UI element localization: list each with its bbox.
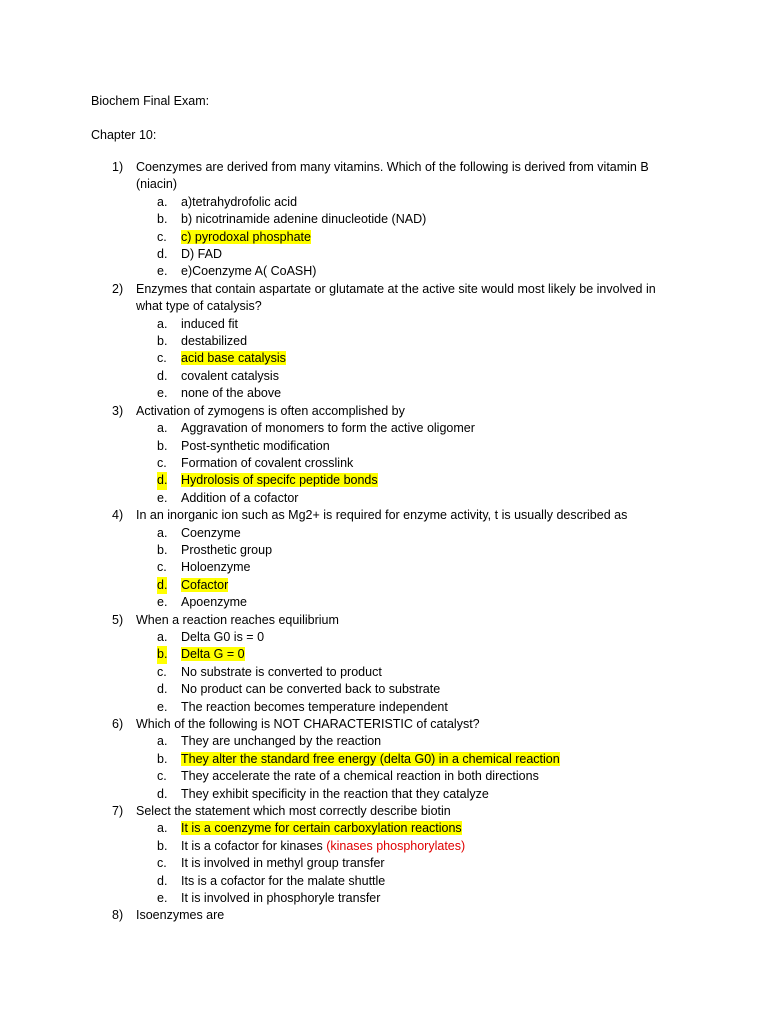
option-d: d. Its is a cofactor for the malate shuttle (157, 873, 386, 888)
question-number: 8) (112, 908, 124, 923)
option-text: covalent catalysis (181, 368, 279, 383)
option-text: Apoenzyme (181, 595, 248, 610)
question-number: 5) (112, 612, 124, 627)
question-text: Which of the following is NOT CHARACTERISTIC of catalyst? (136, 717, 480, 731)
option-a: a. induced fit (157, 316, 238, 331)
question-6 (0, 716, 768, 803)
red-note: (kinases phosphorylates) (326, 838, 466, 853)
option-text: They are unchanged by the reaction (181, 734, 382, 749)
option-e: e. The reaction becomes temperature independent (157, 699, 448, 714)
option-text: It is involved in methyl group transfer (181, 856, 385, 871)
option-b: b. Delta G = 0 (0, 646, 768, 663)
question-number: 2) (112, 281, 124, 296)
option-a: a. Aggravation of monomers to form the active oligomer (157, 421, 475, 436)
chapter-heading: Chapter 10: (91, 128, 157, 142)
highlighted-answer: Delta G = 0 (181, 647, 245, 662)
option-text: Coenzyme (181, 525, 241, 540)
option-c: c. No substrate is converted to product (157, 664, 382, 679)
highlighted-answer: They alter the standard free energy (delta G0) in a chemical reaction (181, 751, 560, 766)
question-text: Select the statement which most correctly describe biotin (136, 804, 451, 819)
option-text: It is a cofactor for kinases (181, 838, 327, 853)
option-b: b. Post-synthetic modification (157, 438, 330, 453)
document-title: Biochem Final Exam: (91, 94, 210, 108)
option-c: c. It is involved in methyl group transfer (157, 856, 385, 871)
option-d: d. covalent catalysis (157, 368, 279, 383)
option-text: Aggravation of monomers to form the active oligomer (181, 421, 475, 436)
question-2 (0, 281, 768, 403)
option-text: No substrate is converted to product (181, 664, 382, 679)
option-e: e. Addition of a cofactor (157, 490, 299, 505)
question-text: When a reaction reaches equilibrium (136, 612, 339, 627)
option-a: a. a)tetrahydrofolic acid (157, 194, 298, 209)
option-c: c. Formation of covalent crosslink (157, 455, 354, 470)
option-b: b. destabilized (157, 334, 248, 349)
option-text: Post-synthetic modification (181, 438, 330, 453)
option-b: b. It is a cofactor for kinases (kinases phosphorylates) (157, 838, 466, 853)
option-text: destabilized (181, 334, 248, 349)
highlighted-answer: Cofactor (181, 577, 229, 592)
option-text: D) FAD (181, 247, 222, 262)
option-text: No product can be converted back to substrate (181, 682, 441, 697)
question-8 (0, 907, 768, 924)
option-text: Addition of a cofactor (181, 490, 299, 505)
option-text: Prosthetic group (181, 542, 273, 557)
question-text: Coenzymes are derived from many vitamins. Which of the following is derived from vitamin B (niacin) (136, 160, 649, 192)
option-b: b. They alter the standard free energy (delta G0) in a chemical reaction (157, 751, 560, 766)
option-a: a. Delta G0 is = 0 (157, 629, 265, 644)
highlighted-answer: It is a coenzyme for certain carboxylation reactions (181, 821, 462, 836)
question-number: 4) (112, 508, 124, 523)
option-text: Holoenzyme (181, 560, 251, 575)
option-c: c. acid base catalysis (157, 351, 286, 366)
question-number: 7) (112, 804, 124, 819)
option-e: e. It is involved in phosphoryle transfer (157, 891, 381, 906)
question-5 (0, 612, 768, 716)
question-1 (0, 159, 768, 281)
question-list (0, 159, 768, 925)
option-c: c. c) pyrodoxal phosphate (157, 229, 311, 244)
highlighted-answer: c) pyrodoxal phosphate (181, 229, 311, 244)
option-c: c. Holoenzyme (157, 560, 251, 575)
option-d: d. No product can be converted back to substrate (157, 682, 441, 697)
question-4 (0, 507, 768, 611)
option-text: none of the above (181, 386, 282, 401)
option-c: c. They accelerate the rate of a chemical reaction in both directions (157, 769, 539, 784)
question-text: Isoenzymes are (136, 908, 225, 923)
question-text: In an inorganic ion such as Mg2+ is required for enzyme activity, t is usually described as (136, 508, 628, 523)
option-text: a)tetrahydrofolic acid (181, 194, 298, 209)
option-text: They accelerate the rate of a chemical reaction in both directions (181, 769, 539, 784)
highlighted-answer: acid base catalysis (181, 351, 286, 366)
option-a: a. Coenzyme (157, 525, 241, 540)
option-text: It is involved in phosphoryle transfer (181, 891, 381, 906)
option-a: a. It is a coenzyme for certain carboxylation reactions (157, 821, 462, 836)
option-e: e. e)Coenzyme A( CoASH) (157, 264, 317, 279)
question-number: 3) (112, 403, 124, 418)
option-text: Formation of covalent crosslink (181, 455, 354, 470)
option-b: b. b) nicotrinamide adenine dinucleotide (NAD) (157, 212, 427, 227)
question-number: 1) (112, 160, 124, 174)
option-text: b) nicotrinamide adenine dinucleotide (NAD) (181, 212, 427, 227)
option-e: e. Apoenzyme (157, 595, 248, 610)
question-3 (0, 403, 768, 507)
option-a: a. They are unchanged by the reaction (157, 734, 382, 749)
option-d: d. D) FAD (157, 247, 222, 262)
question-number: 6) (112, 717, 124, 731)
option-text: Delta G0 is = 0 (181, 629, 265, 644)
highlighted-answer: Hydrolosis of specifc peptide bonds (181, 473, 378, 488)
option-text: Its is a cofactor for the malate shuttle (181, 873, 386, 888)
option-b: b. Prosthetic group (157, 542, 273, 557)
option-text: induced fit (181, 316, 238, 331)
option-d: d. Hydrolosis of specifc peptide bonds (0, 472, 768, 489)
question-text: Activation of zymogens is often accomplished by (136, 403, 405, 418)
option-text: The reaction becomes temperature independent (181, 699, 448, 714)
question-text: Enzymes that contain aspartate or glutamate at the active site would most likely be involved in what type of catalysis? (136, 281, 656, 314)
option-d: d. They exhibit specificity in the reaction that they catalyze (157, 786, 489, 801)
option-text: e)Coenzyme A( CoASH) (181, 264, 317, 279)
question-7 (0, 803, 768, 907)
option-text: They exhibit specificity in the reaction that they catalyze (181, 786, 489, 801)
option-d: d. Cofactor (0, 577, 768, 594)
option-e: e. none of the above (157, 386, 282, 401)
